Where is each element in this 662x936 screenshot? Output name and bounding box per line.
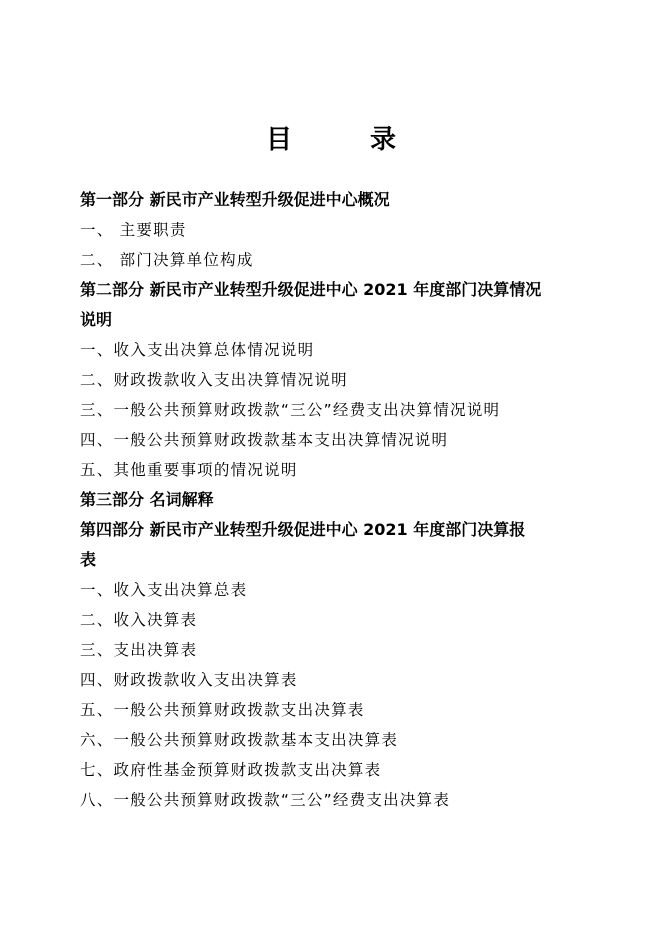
toc-item: 一、收入支出决算总表 bbox=[80, 581, 248, 599]
toc-item: 三、支出决算表 bbox=[80, 641, 198, 659]
toc-item: 三、一般公共预算财政拨款“三公”经费支出决算情况说明 bbox=[80, 401, 501, 419]
page-title: 目 录 bbox=[265, 125, 422, 155]
toc-part-heading: 第二部分 新民市产业转型升级促进中心 2021 年度部门决算情况 bbox=[80, 280, 542, 299]
toc-part-heading: 表 bbox=[80, 550, 97, 569]
toc-item: 五、其他重要事项的情况说明 bbox=[80, 461, 298, 479]
toc-part-heading: 说明 bbox=[80, 310, 113, 329]
toc-item: 四、财政拨款收入支出决算表 bbox=[80, 671, 298, 689]
toc-item: 六、一般公共预算财政拨款基本支出决算表 bbox=[80, 731, 399, 749]
toc-item: 二、收入决算表 bbox=[80, 611, 198, 629]
toc-part-heading: 第三部分 名词解释 bbox=[80, 490, 214, 509]
toc-part-heading: 第一部分 新民市产业转型升级促进中心概况 bbox=[80, 190, 390, 209]
toc-item: 五、一般公共预算财政拨款支出决算表 bbox=[80, 701, 365, 719]
toc-item: 八、一般公共预算财政拨款“三公”经费支出决算表 bbox=[80, 791, 451, 809]
table-of-contents bbox=[80, 185, 600, 815]
toc-item: 二、 部门决算单位构成 bbox=[80, 251, 254, 269]
toc-item: 一、 主要职责 bbox=[80, 221, 187, 239]
toc-item: 一、收入支出决算总体情况说明 bbox=[80, 341, 315, 359]
toc-item: 四、一般公共预算财政拨款基本支出决算情况说明 bbox=[80, 431, 449, 449]
toc-item: 二、财政拨款收入支出决算情况说明 bbox=[80, 371, 348, 389]
toc-part-heading: 第四部分 新民市产业转型升级促进中心 2021 年度部门决算报 bbox=[80, 520, 526, 539]
toc-item: 七、政府性基金预算财政拨款支出决算表 bbox=[80, 761, 382, 779]
